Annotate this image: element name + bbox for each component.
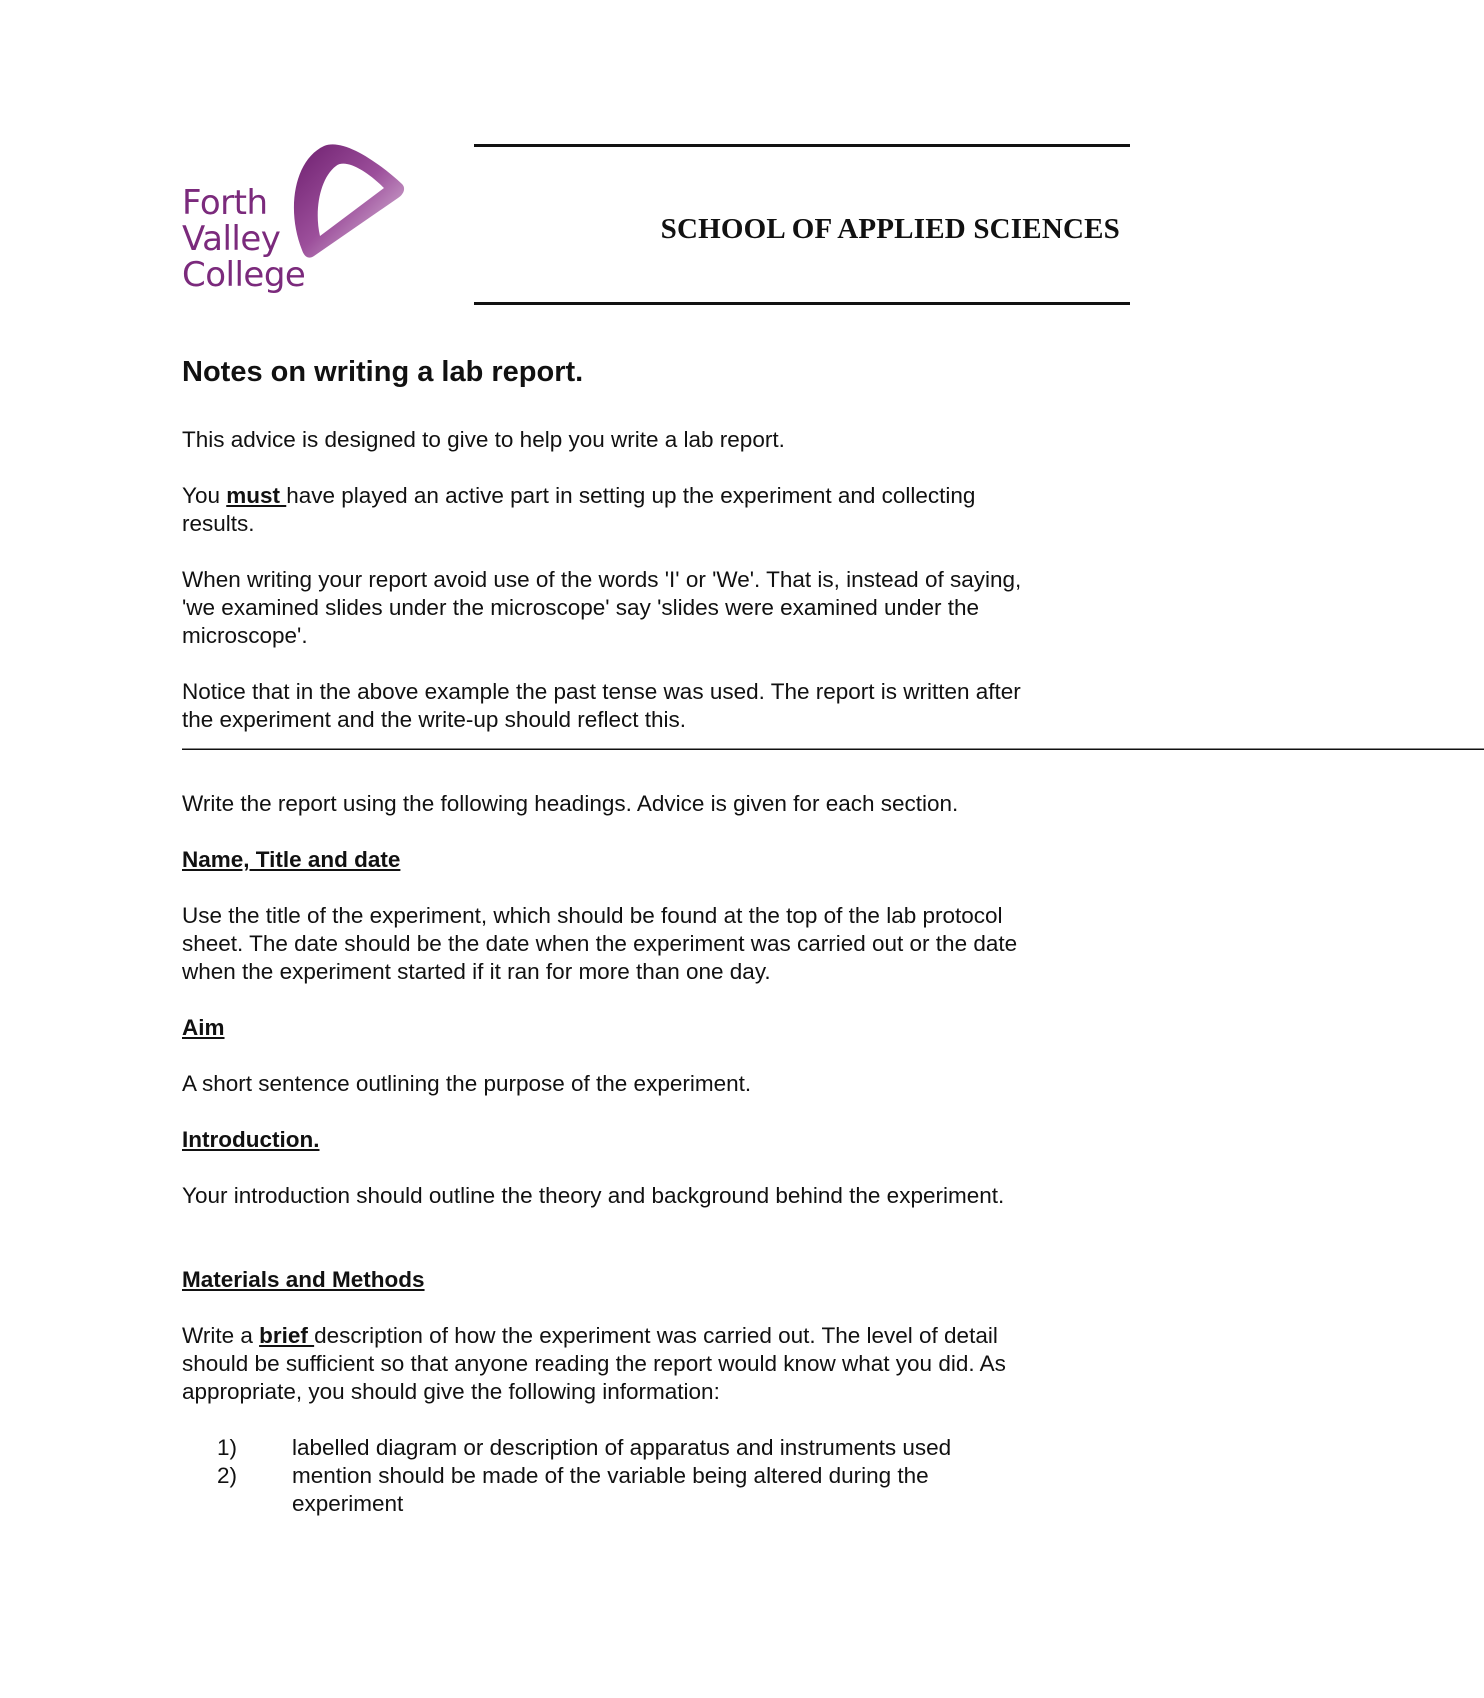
heading-name-title-date: Name, Title and date [182, 847, 401, 872]
document-body [182, 352, 1484, 1518]
header-rule-bottom [474, 302, 1130, 305]
college-logo [182, 140, 422, 310]
blank-line [182, 1238, 1042, 1266]
intro-paragraph: This advice is designed to give to help you write a lab report. [182, 427, 785, 452]
logo-line-3: College [182, 255, 306, 295]
materials-text-post: description of how the experiment was carried out. The level of detail should be sufficient so that anyone reading the report would know what you did. As appropriate, you should give the following information: [182, 1323, 1006, 1404]
list-item [182, 1434, 1042, 1462]
materials-info-list [182, 1434, 1042, 1518]
header-rule-top [474, 144, 1130, 147]
brief-emphasis: brief [259, 1323, 315, 1348]
list-item-text: labelled diagram or description of apparatus and instruments used [292, 1435, 952, 1460]
avoid-words-paragraph: When writing your report avoid use of the words 'I' or 'We'. That is, instead of saying, 'we examined slides under the microscope' say 'slides were examined under the microscope'. [182, 567, 1022, 648]
heading-aim: Aim [182, 1015, 225, 1040]
materials-methods-body [182, 1322, 1042, 1406]
must-paragraph [182, 482, 1042, 538]
dashed-divider: —————————————————————————————————————————————————————————————— [182, 735, 1484, 760]
headings-intro-paragraph: Write the report using the following headings. Advice is given for each section. [182, 791, 959, 816]
must-text-pre: You [182, 483, 227, 508]
logo-line-2: Valley [182, 219, 281, 259]
name-title-date-body: Use the title of the experiment, which should be found at the top of the lab protocol sheet. The date should be the date when the experiment was carried out or the date when the experiment started if it ran for more than one day. [182, 903, 1018, 984]
heading-introduction: Introduction. [182, 1127, 320, 1152]
list-item [182, 1462, 1042, 1518]
must-emphasis: must [226, 483, 287, 508]
logo-line-1: Forth [182, 183, 268, 223]
introduction-body: Your introduction should outline the theory and background behind the experiment. [182, 1183, 1005, 1208]
document-title: Notes on writing a lab report. [182, 356, 584, 388]
list-item-number: 2) [217, 1463, 238, 1488]
aim-body: A short sentence outlining the purpose of the experiment. [182, 1071, 752, 1096]
past-tense-paragraph: Notice that in the above example the past tense was used. The report is written after the experiment and the write-up should reflect this. [182, 679, 1021, 732]
logo-wordmark [182, 185, 305, 293]
materials-text-pre: Write a [182, 1323, 260, 1348]
must-text-post: have played an active part in setting up the experiment and collecting results. [182, 483, 976, 536]
school-name: SCHOOL OF APPLIED SCIENCES [660, 213, 1120, 245]
heading-materials-methods: Materials and Methods [182, 1267, 425, 1292]
list-item-number: 1) [217, 1435, 238, 1460]
list-item-text: mention should be made of the variable being altered during the experiment [292, 1463, 929, 1516]
